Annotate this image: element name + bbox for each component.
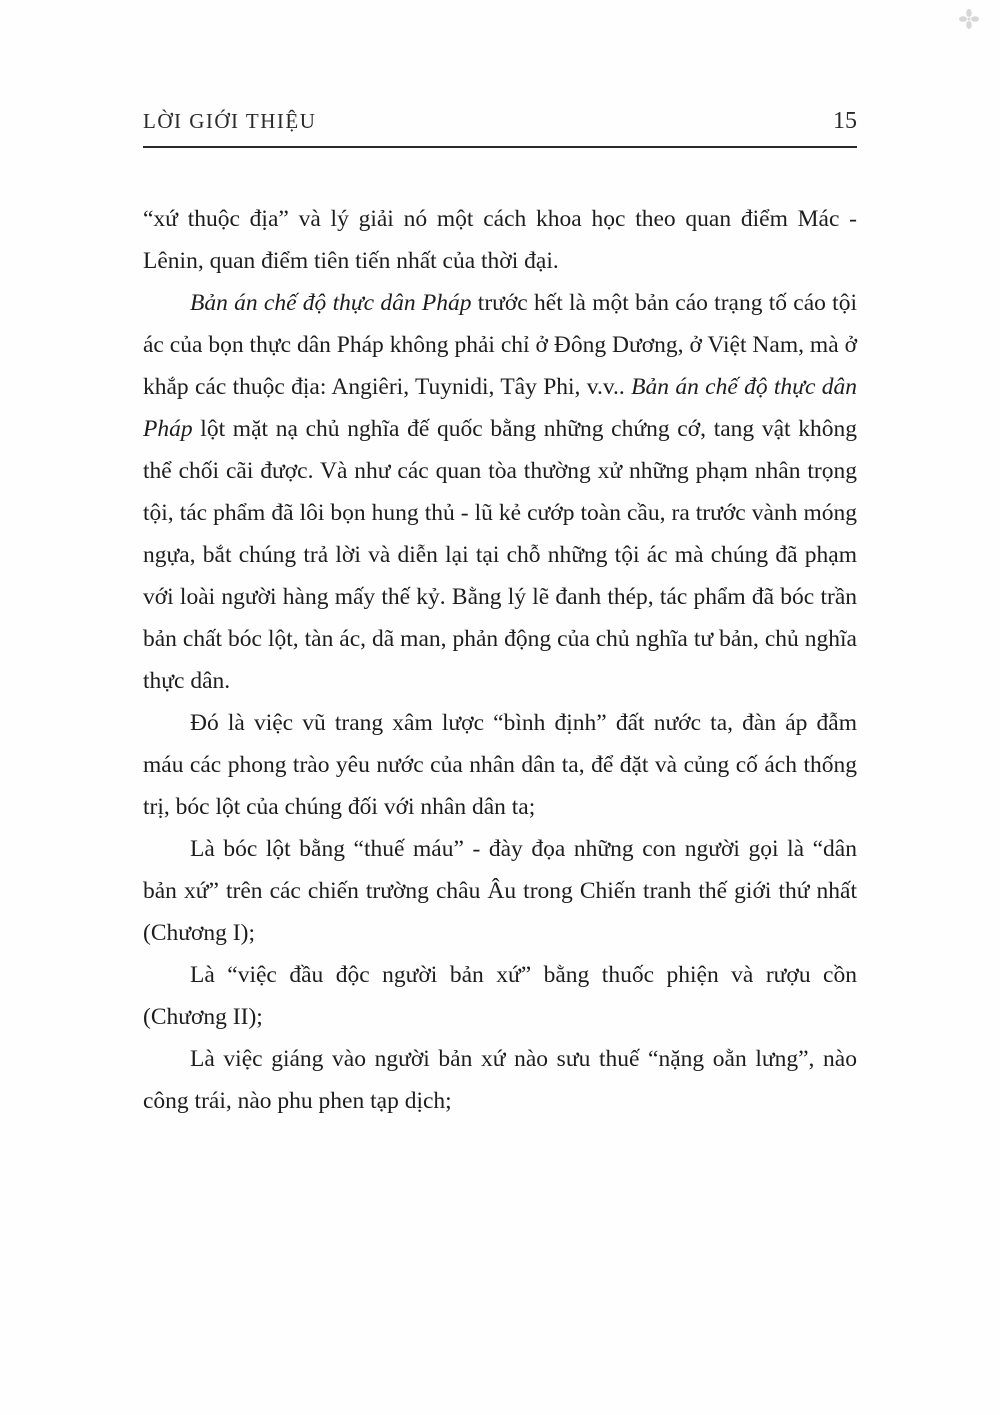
paragraph bbox=[143, 954, 857, 1038]
text-run: Là “việc đầu độc người bản xứ” bằng thuốc phiện và rượu cồn (Chương II); bbox=[143, 962, 857, 1030]
text-run: Đó là việc vũ trang xâm lược “bình định” đất nước ta, đàn áp đẫm máu các phong trào yêu nước của nhân dân ta, để đặt và củng cố ách thống trị, bóc lột của chúng đối với nhân dân ta; bbox=[143, 710, 857, 820]
paragraph bbox=[143, 828, 857, 954]
text-run: “xứ thuộc địa” và lý giải nó một cách khoa học theo quan điểm Mác - Lênin, quan điểm tiên tiến nhất của thời đại. bbox=[143, 206, 857, 274]
page-header bbox=[143, 108, 857, 148]
italic-text-run: Bản án chế độ thực dân Pháp bbox=[143, 374, 857, 442]
flower-icon bbox=[958, 8, 980, 30]
paragraph bbox=[143, 198, 857, 282]
page-body bbox=[143, 198, 857, 1122]
paragraph bbox=[143, 702, 857, 828]
text-run: lột mặt nạ chủ nghĩa đế quốc bằng những chứng cớ, tang vật không thể chối cãi được. Và như các quan tòa thường xử những phạm nhân trọng tội, tác phẩm đã lôi bọn hung thủ - lũ kẻ cướp toàn cầu, ra trước vành móng ngựa, bắt chúng trả lời và diễn lại tại chỗ những tội ác mà chúng đã phạm với loài người hàng mấy thế kỷ. Bằng lý lẽ đanh thép, tác phẩm đã bóc trần bản chất bóc lột, tàn ác, dã man, phản động của chủ nghĩa tư bản, chủ nghĩa thực dân. bbox=[143, 416, 857, 694]
text-run: trước hết là một bản cáo trạng tố cáo tội ác của bọn thực dân Pháp không phải chỉ ở Đông Dương, ở Việt Nam, mà ở khắp các thuộc địa: Angiêri, Tuynidi, Tây Phi, v.v.. bbox=[143, 290, 857, 400]
running-head-title: LỜI GIỚI THIỆU bbox=[143, 109, 317, 133]
paragraph bbox=[143, 1038, 857, 1122]
paragraph bbox=[143, 282, 857, 702]
text-run: Là bóc lột bằng “thuế máu” - đày đọa những con người gọi là “dân bản xứ” trên các chiến trường châu Âu trong Chiến tranh thế giới thứ nhất (Chương I); bbox=[143, 836, 857, 946]
page-number: 15 bbox=[833, 108, 857, 134]
text-run: Là việc giáng vào người bản xứ nào sưu thuế “nặng oằn lưng”, nào công trái, nào phu phen tạp dịch; bbox=[143, 1046, 857, 1114]
italic-text-run: Bản án chế độ thực dân Pháp bbox=[190, 290, 472, 316]
